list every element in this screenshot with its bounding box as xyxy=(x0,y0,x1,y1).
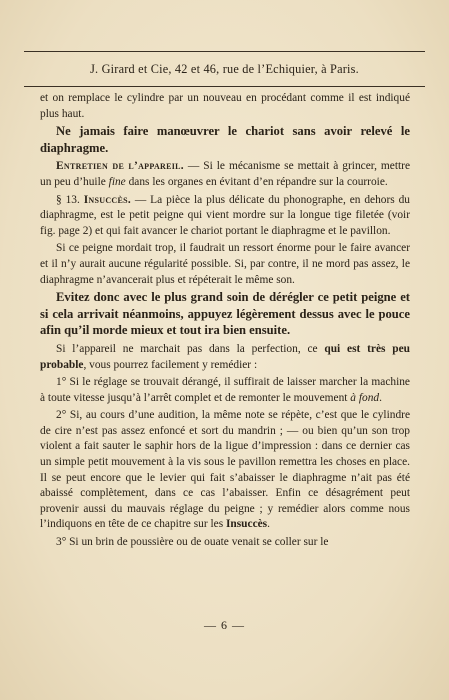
page-number: — 6 — xyxy=(204,618,245,632)
text-run: Ne jamais faire manœuvrer le chariot sans avoir relevé le diaphragme. xyxy=(40,124,410,155)
text-run: 2° Si, au cours d’une audition, la même note se répète, c’est que le cylindre de cire n’est pas assez enfoncé et sort du mandrin ; — ou bien qu’un son trop violent a fait sauter le saphir hors de la ligue d’impression : dans ce dernier cas un simple petit mouvement à la vis sous le pavillon remettra les choses en place. Il se peut encore que le levier qui fait s’abaisser le diaphragme n’ait pas été abaissé complètement, dans ce cas l’abaisser. Enfin ce désagrément peut provenir aussi du mauvais réglage du peigne ; y remédier alors comme nous l’indiquons en tête de ce chapitre sur les xyxy=(40,409,410,531)
paragraph-p7 xyxy=(40,342,410,373)
text-run: . xyxy=(379,391,382,404)
paragraph-p4 xyxy=(40,193,410,240)
text-run: et on remplace le cylindre par un nouveau en procédant comme il est indiqué plus haut. xyxy=(40,92,410,120)
text-run: qui est très peu probable xyxy=(40,342,410,371)
text-run: Evitez donc avec le plus grand soin de dérégler ce petit peigne et si cela arrivait néanmoins, appuyez légèrement dessus avec le pouce afin qu’il morde mieux et tout ira bien ensuite. xyxy=(40,290,410,338)
text-run: Entretien de l’appareil. xyxy=(56,160,184,173)
paragraph-p5 xyxy=(40,241,410,288)
text-run: fine xyxy=(108,175,126,188)
text-run: 3° Si un brin de poussière ou de ouate venait se coller sur le xyxy=(56,536,329,549)
text-run: Insuccès xyxy=(225,518,268,531)
paragraph-p2 xyxy=(40,124,410,157)
text-run: Insuccès. xyxy=(83,193,132,206)
paragraph-p9 xyxy=(40,408,410,533)
body-text xyxy=(40,91,410,551)
text-run: . xyxy=(267,518,270,531)
text-run: § 13. xyxy=(56,193,84,206)
text-run: Si l’appareil ne marchait pas dans la perfection, ce xyxy=(56,342,325,355)
running-header xyxy=(24,51,425,87)
paragraph-p3 xyxy=(40,159,410,190)
paragraph-p8 xyxy=(40,375,410,406)
header-text: J. Girard et Cie, 42 et 46, rue de l’Echiquier, à Paris. xyxy=(90,61,359,76)
text-run: à fond xyxy=(350,391,380,404)
text-run: , vous pourrez facilement y remédier : xyxy=(83,358,258,371)
paragraph-p1 xyxy=(40,91,410,122)
paragraph-p6 xyxy=(40,290,410,340)
text-run: dans les organes en évitant d’en répandre sur la courroie. xyxy=(125,175,388,188)
text-run: Si ce peigne mordait trop, il faudrait un ressort énorme pour le faire avancer et il n’y aurait aucune régularité possible. Si, par contre, il ne mord pas assez, le diaphragme n’avancerait plus et répéterait le même son. xyxy=(40,242,410,286)
text-run: — La pièce la plus délicate du phonographe, en dehors du diaphragme, est le petit peigne qui vient mordre sur la longue tige filetée (voir fig. page 2) et qui fait avancer le chariot portant le diaphragme et le pavillon. xyxy=(40,193,410,237)
text-run: 1° Si le réglage se trouvait dérangé, il suffirait de laisser marcher la machine à toute vitesse jusqu’à l’arrêt complet et de remonter le mouvement xyxy=(40,376,410,404)
text-run: — Si le mécanisme se mettait à grincer, mettre un peu d’huile xyxy=(40,160,411,188)
paragraph-p10 xyxy=(40,535,410,551)
